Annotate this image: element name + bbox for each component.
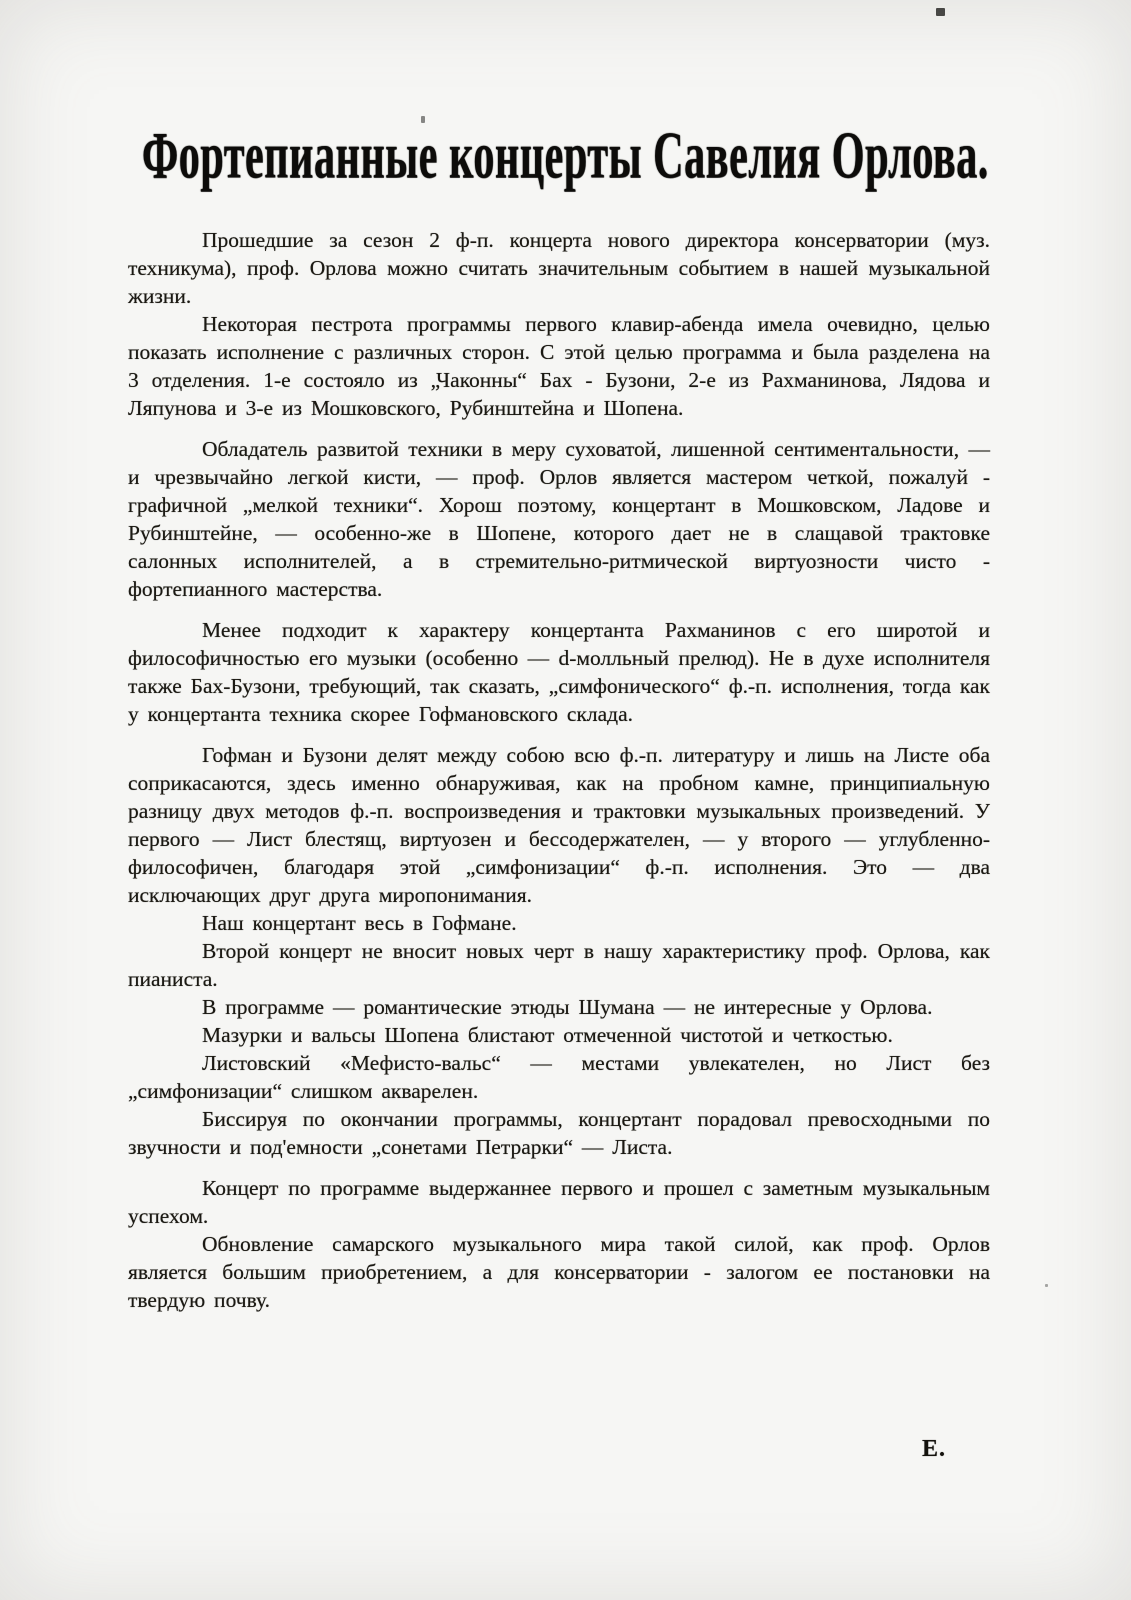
paragraph-7: Второй концерт не вносит новых черт в нашу характеристику проф. Орлова, как пианиста. [128,939,990,991]
paragraph-13: Обновление самарского музыкального мира такой силой, как проф. Орлов является большим приобретением, а для консерватории - залогом ее постановки на твердую почву. [128,1232,990,1312]
article-header [0,116,1131,192]
author-signature: Е. [922,1436,947,1462]
paragraph-12: Концерт по программе выдержаннее первого и прошел с заметным музыкальным успехом. [128,1176,990,1228]
scan-artifact-speck [1045,1284,1048,1287]
paragraph-1: Прошедшие за сезон 2 ф-п. концерта нового директора консерватории (муз. техникума), проф. Орлова можно считать значительным событием в нашей музыкальной жизни. [128,228,990,308]
paragraph-2: Некоторая пестрота программы первого клавир-абенда имела очевидно, целью показать исполнение с различных сторон. С этой целью программа и была разделена на 3 отделения. 1-е состояло из „Чаконны“ Бах - Бузони, 2-е из Рахманинова, Лядова и Ляпунова и 3-е из Мошковского, Рубинштейна и Шопена. [128,312,990,420]
paragraph-5: Гофман и Бузони делят между собою всю ф.-п. литературу и лишь на Листе оба соприкасаются, здесь именно обнаруживая, как на пробном камне, принципиальную разницу двух методов ф.-п. воспроизведения и трактовки музыкальных произведений. У первого — Лист блестящ, виртуозен и бессодержателен, — у второго — углубленно-философичен, благодаря этой „симфонизации“ ф.-п. исполнения. Это — два исключающих друг друга миропонимания. [128,743,990,907]
paragraph-11: Биссируя по окончании программы, концертант порадовал превосходными по звучности и под'емности „сонетами Петрарки“ — Листа. [128,1107,990,1159]
article-title: Фортепианные концерты Савелия Орлова. [142,117,989,192]
paragraph-6: Наш концертант весь в Гофмане. [202,911,517,935]
paragraph-8: В программе — романтические этюды Шумана — не интересные у Орлова. [202,995,933,1019]
article-body [128,226,990,1314]
paragraph-4: Менее подходит к характеру концертанта Рахманинов с его широтой и философичностью его музыки (особенно — d-молльный прелюд). Не в духе исполнителя также Бах-Бузони, требующий, так сказать, „симфонического“ ф.-п. исполнения, тогда как у концертанта техника скорее Гофмановского склада. [128,618,990,726]
scan-artifact-speck [936,8,945,16]
paragraph-9: Мазурки и вальсы Шопена блистают отмеченной чистотой и четкостью. [202,1023,893,1047]
paragraph-3: Обладатель развитой техники в меру суховатой, лишенной сентиментальности, — и чрезвычайно легкой кисти, — проф. Орлов является мастером четкой, пожалуй - графичной „мелкой техники“. Хорош поэтому, концертант в Мошковском, Ладове и Рубинштейне, — особенно-же в Шопене, которого дает не в слащавой трактовке салонных исполнителей, а в стремительно-ритмической виртуозности чисто - фортепианного мастерства. [128,437,990,601]
paragraph-10: Листовский «Мефисто-вальс“ — местами увлекателен, но Лист без „симфонизации“ слишком акварелен. [128,1051,990,1103]
